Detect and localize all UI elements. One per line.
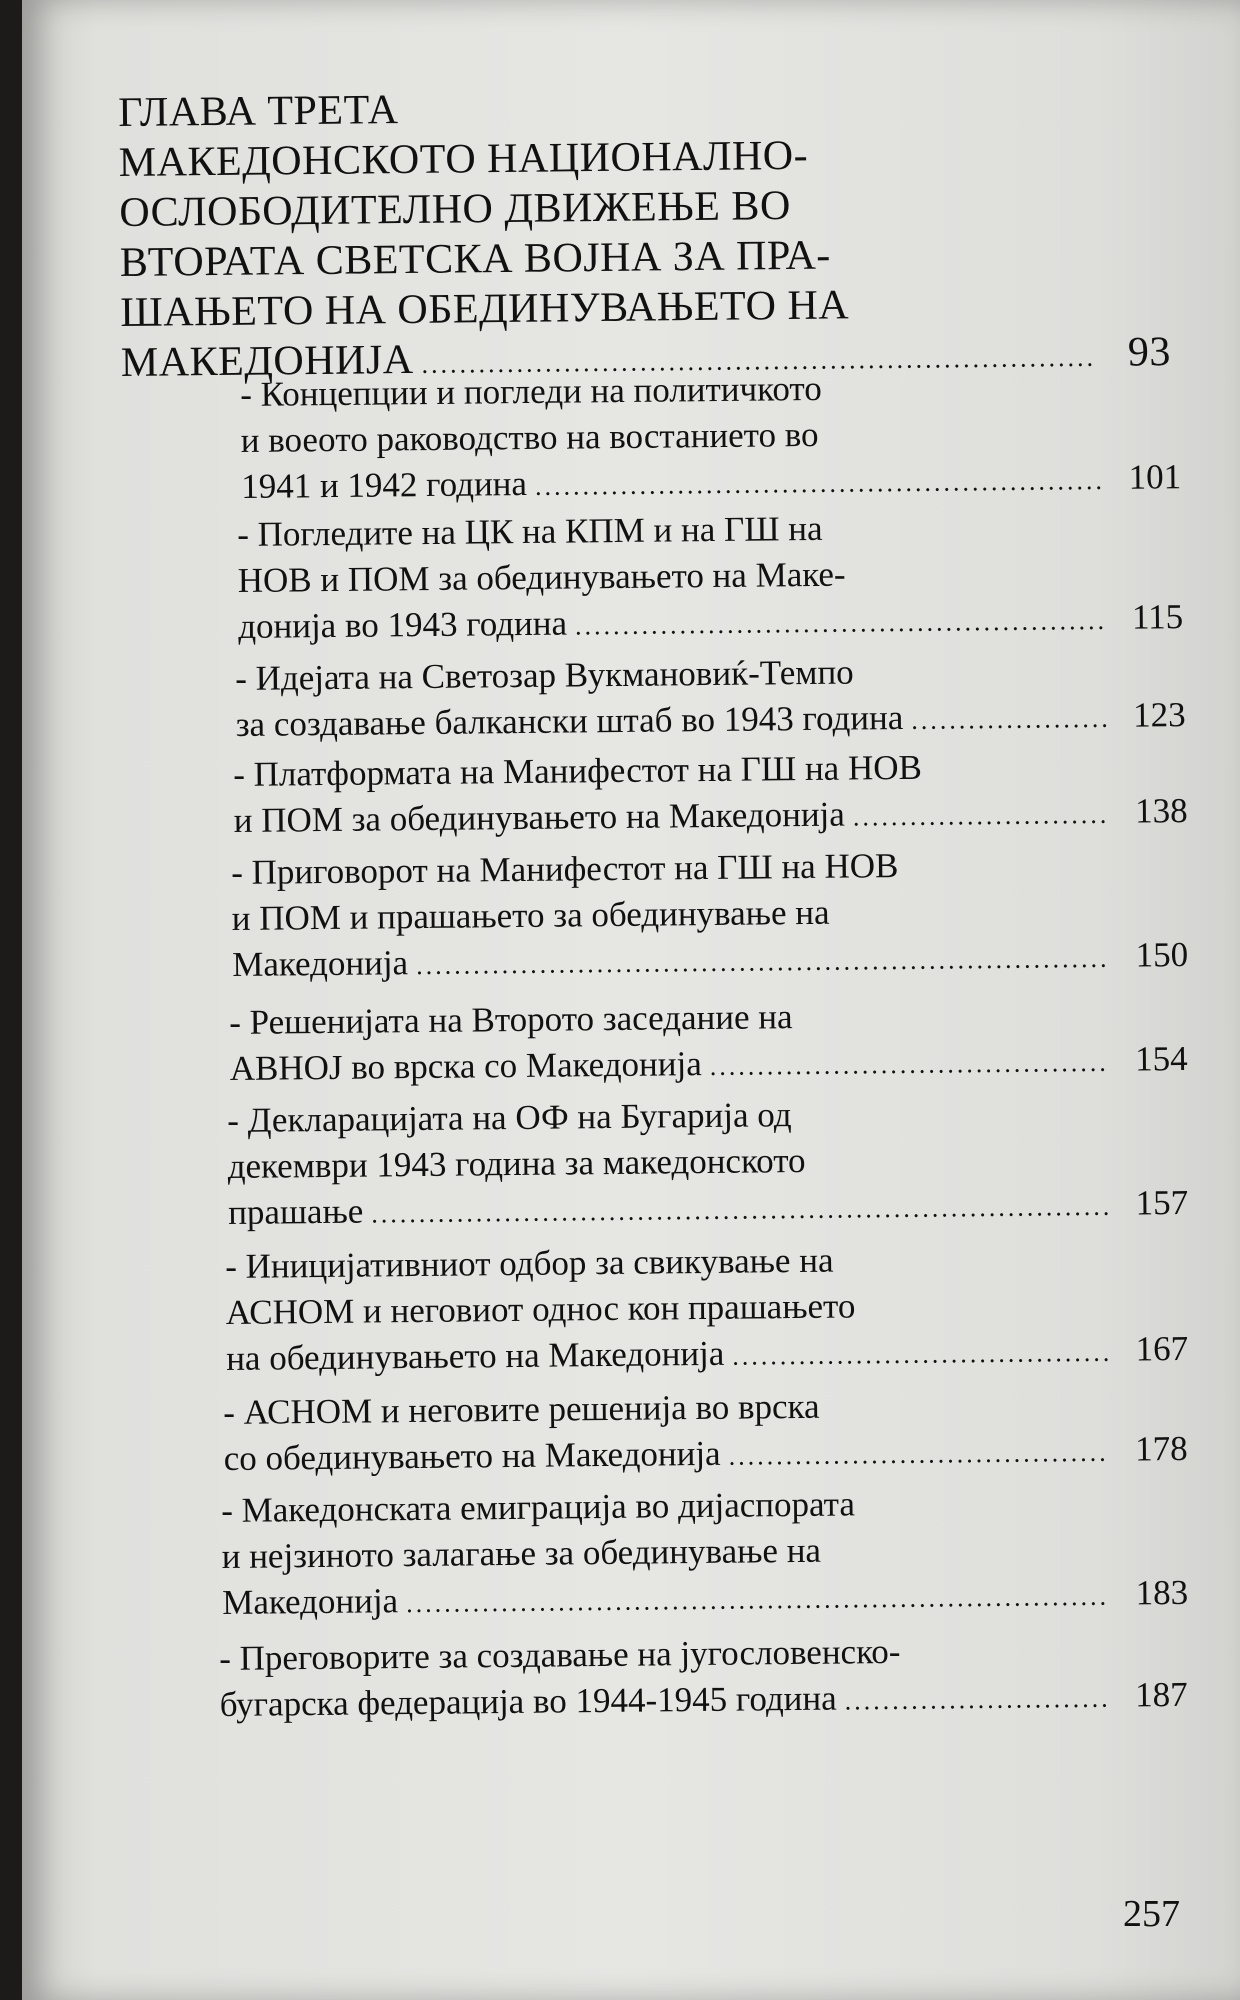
entry-last-line (223, 1426, 1187, 1485)
chapter-page-ref: 93 (1127, 328, 1172, 376)
entry-page-ref: 123 (1132, 695, 1186, 735)
entry-line: АСНОМ и неговиот однос кон прашањето (225, 1286, 856, 1332)
toc-entry (237, 502, 1183, 653)
entry-line: и ПОМ и прашањето за обединување на (231, 892, 830, 938)
entry-last-line (238, 594, 1183, 653)
leader-dots (710, 1040, 1110, 1090)
entry-page-ref: 101 (1128, 457, 1182, 497)
book-page (22, 0, 1240, 2000)
leader-dots (371, 1184, 1110, 1238)
entry-line: донија во 1943 година (237, 603, 568, 646)
page-number: 257 (1123, 1893, 1180, 1935)
entry-line: - Платформата на Манифестот на ГШ на НОВ (233, 747, 923, 794)
chapter-line: МАКЕДОНИЈА (120, 336, 414, 386)
toc-entry (223, 1380, 1188, 1485)
toc-entry (233, 742, 1188, 847)
entry-page-ref: 115 (1131, 597, 1184, 637)
entry-last-line (226, 1326, 1188, 1385)
entry-page-ref: 138 (1134, 791, 1188, 831)
entry-page-ref: 167 (1135, 1328, 1189, 1369)
chapter-line: МАКЕДОНСКОТО НАЦИОНАЛНО- (118, 132, 809, 186)
leader-dots (853, 792, 1110, 841)
entry-line: - Приговорот на Манифестот на ГШ на НОВ (231, 846, 899, 892)
entry-last-line (232, 932, 1188, 991)
entry-line: Македонија (221, 1581, 399, 1622)
entry-line: и воеoто раководство на востанието во (240, 414, 819, 460)
leader-dots (732, 1330, 1110, 1380)
entry-page-ref: 150 (1135, 934, 1189, 975)
leader-dots (416, 936, 1111, 989)
leader-dots (844, 1676, 1109, 1725)
toc-entry (231, 840, 1188, 991)
toc-entry (219, 1626, 1188, 1731)
entry-last-line (219, 1672, 1187, 1731)
toc-entry (240, 362, 1181, 513)
toc-entry (225, 1234, 1188, 1385)
chapter-line: ГЛАВА ТРЕТА (118, 87, 399, 136)
entry-line: на обединувањето на Македонија (225, 1333, 725, 1378)
entry-line: - Концепции и погледи на политичкото (240, 368, 822, 414)
entry-last-line (228, 1180, 1188, 1239)
chapter-line: ОСЛОБОДИТЕЛНО ДВИЖЕЊЕ ВО (119, 182, 792, 236)
toc-entry (221, 1478, 1188, 1629)
toc-entry (229, 990, 1188, 1095)
leader-dots (535, 458, 1104, 510)
entry-line: - Погледите на ЦК на КПМ и на ГШ на (237, 508, 823, 554)
entry-line: - Декларацијата на ОФ на Бугарија од (227, 1095, 792, 1140)
entry-last-line (229, 1036, 1187, 1095)
entry-page-ref: 183 (1135, 1572, 1189, 1613)
leader-dots (575, 598, 1106, 650)
entry-page-ref: 178 (1134, 1428, 1188, 1469)
toc-entry (227, 1088, 1188, 1239)
entry-line: - АСНОМ и неговите решенија во врска (223, 1386, 820, 1432)
entry-line: НОВ и ПОМ за обединувањето на Маке- (237, 554, 846, 600)
entry-line: прашање (227, 1191, 364, 1232)
entry-line: АВНОЈ во врска со Македонија (229, 1044, 702, 1088)
chapter-line: ВТОРАТА СВЕТСКА ВОЈНА ЗА ПРА- (119, 232, 832, 286)
entry-page-ref: 154 (1134, 1038, 1188, 1079)
entry-line: - Решенијата на Второто заседание на (229, 997, 793, 1042)
leader-dots (406, 1574, 1111, 1627)
entry-line: Македонија (231, 943, 409, 984)
entry-last-line (233, 788, 1187, 847)
entry-line: за создавање балкански штаб во 1943 година (235, 698, 904, 744)
entry-line: бугарска федерација во 1944-1945 година (219, 1678, 837, 1724)
entry-line: - Иницијативниот одбор за свикување на (225, 1240, 834, 1286)
chapter-heading (118, 79, 1172, 393)
chapter-line: ШАЊЕТО НА ОБЕДИНУВАЊЕТО НА (120, 282, 850, 336)
entry-last-line (222, 1570, 1188, 1629)
entry-line: и ПОМ за обединувањето на Македонија (233, 794, 846, 840)
entry-last-line (235, 692, 1185, 751)
leader-dots (728, 1430, 1110, 1480)
entry-line: - Идејата на Светозар Вукмановиќ-Темпо (235, 652, 854, 698)
toc-entry (235, 646, 1186, 751)
entry-page-ref: 157 (1135, 1182, 1189, 1223)
entry-line: 1941 и 1942 година (240, 464, 528, 506)
entry-page-ref: 187 (1134, 1674, 1188, 1715)
entry-line: и нејзиното залагање за обединување на (221, 1530, 822, 1576)
entry-line: со обединувањето на Македонија (223, 1433, 721, 1478)
leader-dots (911, 696, 1108, 744)
entry-line: - Македонската емиграција во дијаспората (221, 1484, 856, 1530)
entry-line: декември 1943 година за македонското (227, 1140, 806, 1186)
entry-line: - Преговорите за создавање на југословенско- (219, 1631, 901, 1678)
